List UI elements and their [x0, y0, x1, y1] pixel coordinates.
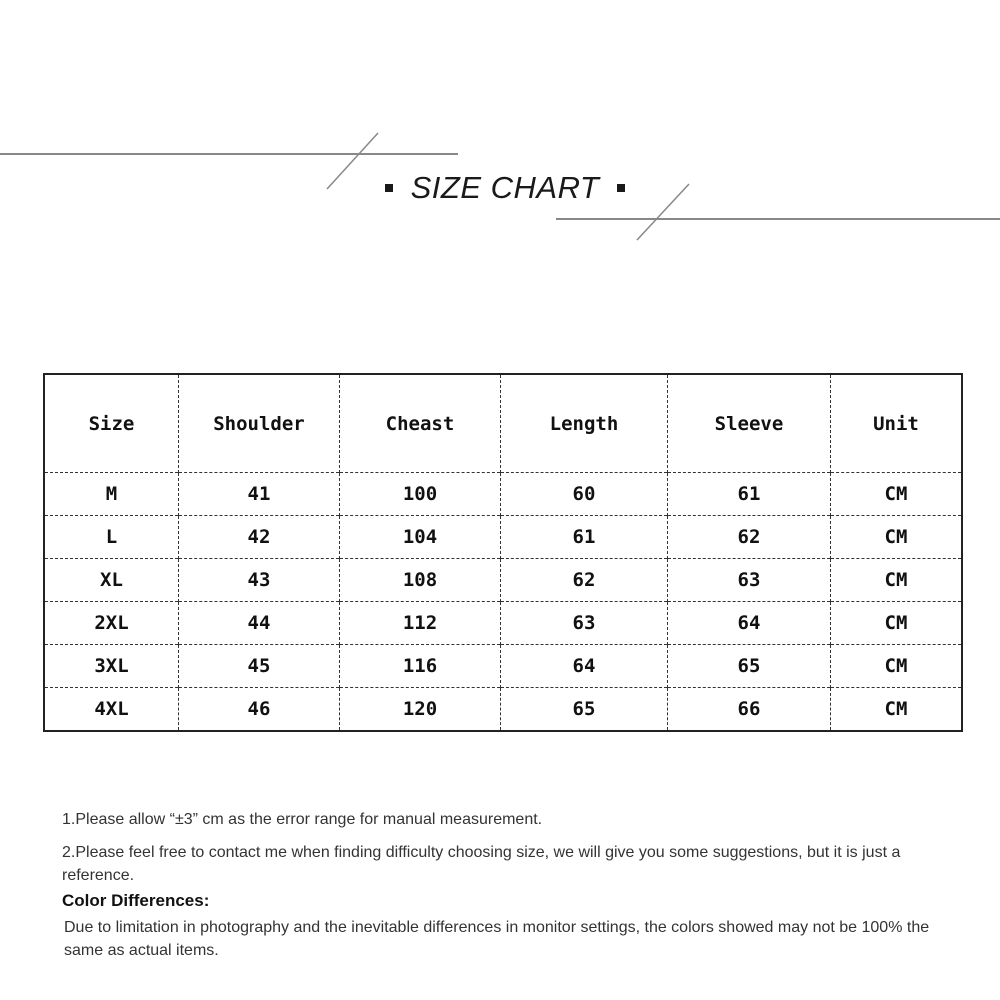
- color-differences-heading: Color Differences:: [62, 891, 210, 910]
- square-bullet-icon: [385, 184, 393, 192]
- cell-length: 61: [501, 515, 668, 558]
- cell-shoulder: 41: [179, 473, 340, 516]
- cell-length: 65: [501, 687, 668, 731]
- cell-unit: CM: [831, 687, 963, 731]
- cell-sleeve: 66: [668, 687, 831, 731]
- note-measurement: 1.Please allow “±3” cm as the error range for manual measurement.: [62, 811, 543, 828]
- column-header-unit: Unit: [831, 374, 963, 473]
- title-block: [370, 164, 640, 212]
- cell-chest: 104: [340, 515, 501, 558]
- cell-shoulder: 45: [179, 644, 340, 687]
- cell-shoulder: 44: [179, 601, 340, 644]
- cell-unit: CM: [831, 515, 963, 558]
- notes-section: [62, 808, 942, 962]
- size-table: [43, 373, 963, 732]
- cell-length: 62: [501, 558, 668, 601]
- column-header-chest: Cheast: [340, 374, 501, 473]
- square-bullet-icon: [617, 184, 625, 192]
- cell-shoulder: 46: [179, 687, 340, 731]
- cell-chest: 100: [340, 473, 501, 516]
- cell-length: 63: [501, 601, 668, 644]
- cell-size: M: [44, 473, 179, 516]
- cell-chest: 120: [340, 687, 501, 731]
- page-title: SIZE CHART: [410, 170, 600, 205]
- cell-chest: 112: [340, 601, 501, 644]
- table-row: [44, 558, 962, 601]
- cell-chest: 116: [340, 644, 501, 687]
- table-row: [44, 515, 962, 558]
- table-row: [44, 473, 962, 516]
- table-row: [44, 687, 962, 731]
- cell-length: 64: [501, 644, 668, 687]
- column-header-length: Length: [501, 374, 668, 473]
- cell-size: 3XL: [44, 644, 179, 687]
- cell-unit: CM: [831, 473, 963, 516]
- color-differences-text: Due to limitation in photography and the inevitable differences in monitor settings, the colors showed may not be 100% the same as actual items.: [64, 919, 930, 959]
- column-header-sleeve: Sleeve: [668, 374, 831, 473]
- title-decoration: [0, 0, 1000, 300]
- cell-sleeve: 63: [668, 558, 831, 601]
- cell-unit: CM: [831, 644, 963, 687]
- column-header-shoulder: Shoulder: [179, 374, 340, 473]
- cell-sleeve: 62: [668, 515, 831, 558]
- cell-size: 2XL: [44, 601, 179, 644]
- cell-shoulder: 43: [179, 558, 340, 601]
- right-slash-line: [637, 184, 689, 240]
- table-row: [44, 601, 962, 644]
- cell-sleeve: 61: [668, 473, 831, 516]
- cell-size: L: [44, 515, 179, 558]
- table-row: [44, 644, 962, 687]
- table-header-row: [44, 374, 962, 473]
- cell-sleeve: 65: [668, 644, 831, 687]
- column-header-size: Size: [88, 412, 135, 435]
- cell-shoulder: 42: [179, 515, 340, 558]
- cell-chest: 108: [340, 558, 501, 601]
- cell-size: 4XL: [44, 687, 179, 731]
- cell-size: XL: [44, 558, 179, 601]
- cell-sleeve: 64: [668, 601, 831, 644]
- note-contact: 2.Please feel free to contact me when finding difficulty choosing size, we will give you some suggestions, but it is just a reference.: [62, 844, 901, 884]
- cell-unit: CM: [831, 601, 963, 644]
- cell-length: 60: [501, 473, 668, 516]
- cell-unit: CM: [831, 558, 963, 601]
